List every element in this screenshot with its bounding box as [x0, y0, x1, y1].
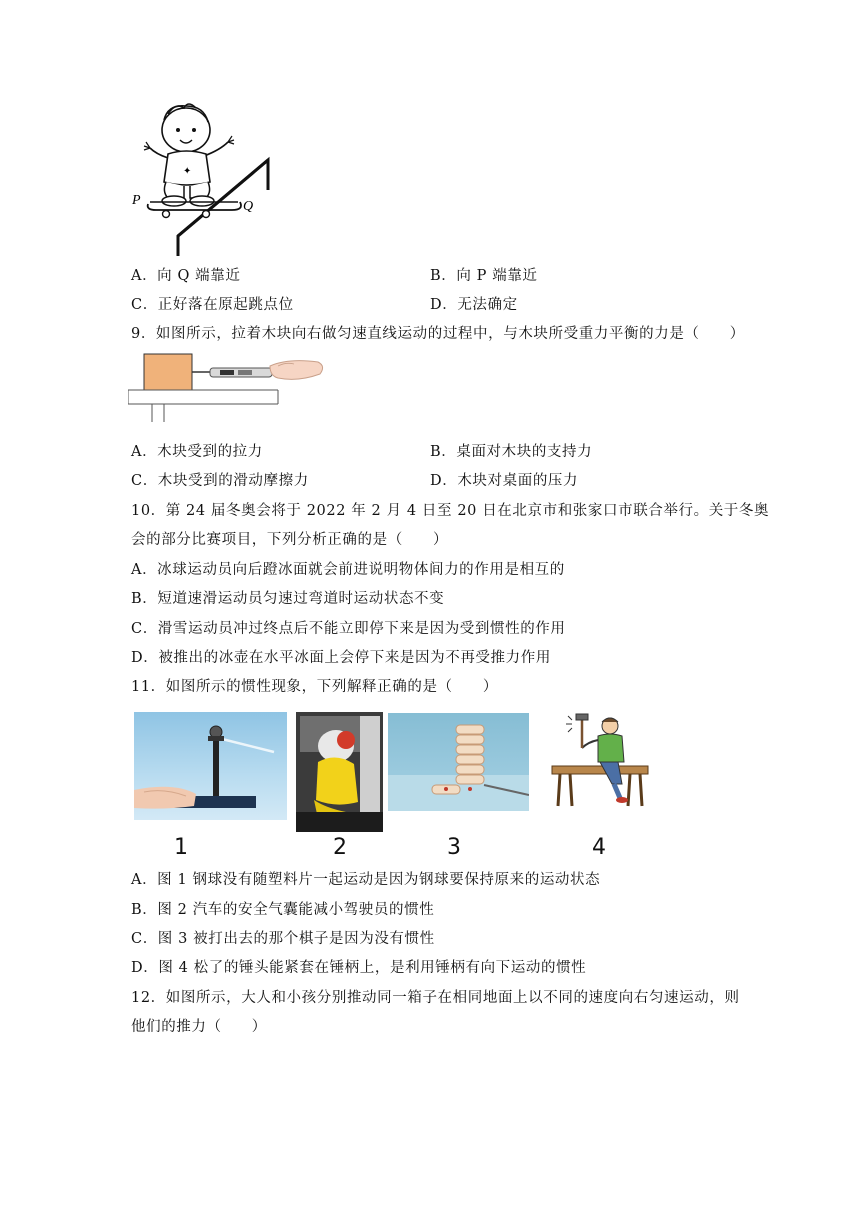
q11-option-d: D．图 4 松了的锤头能紧套在锤柄上，是利用锤柄有向下运动的惯性	[131, 960, 587, 976]
q11-option-a: A．图 1 钢球没有随塑料片一起运动是因为钢球要保持原来的运动状态	[131, 872, 601, 888]
q10-option-b: B．短道速滑运动员匀速过弯道时运动状态不变	[131, 591, 445, 607]
q9-option-d: D．木块对桌面的压力	[430, 473, 579, 489]
figure-number-4: 4	[592, 835, 606, 860]
q11-stem: 11．如图所示的惯性现象，下列解释正确的是（ ）	[131, 679, 498, 695]
q11-option-b: B．图 2 汽车的安全气囊能减小驾驶员的惯性	[131, 902, 435, 918]
label-p: P	[132, 193, 141, 208]
q9-option-b: B．桌面对木块的支持力	[430, 444, 593, 460]
q9-stem: 9．如图所示，拉着木块向右做匀速直线运动的过程中，与木块所受重力平衡的力是（ ）	[131, 326, 745, 342]
q9-option-c: C．木块受到的滑动摩擦力	[131, 473, 309, 489]
q12-stem-line2: 他们的推力（ ）	[131, 1019, 267, 1035]
q10-option-a: A．冰球运动员向后蹬冰面就会前进说明物体间力的作用是相互的	[131, 562, 565, 578]
q10-option-c: C．滑雪运动员冲过终点后不能立即停下来是因为受到惯性的作用	[131, 621, 566, 637]
q8-option-a: A．向 Q 端靠近	[131, 268, 241, 284]
svg-text:✦: ✦	[183, 166, 192, 177]
figure-number-1: 1	[174, 835, 188, 860]
figure-number-3: 3	[447, 835, 461, 860]
label-q: Q	[243, 199, 254, 214]
q8-option-d: D．无法确定	[430, 297, 518, 313]
q10-option-d: D．被推出的冰壶在水平冰面上会停下来是因为不再受推力作用	[131, 650, 551, 666]
block-pull-figure	[128, 352, 328, 424]
q8-option-c: C．正好落在原起跳点位	[131, 297, 294, 313]
q11-option-c: C．图 3 被打出去的那个棋子是因为没有惯性	[131, 931, 435, 947]
airbag-car-photo	[296, 712, 383, 832]
q10-stem-line2: 会的部分比赛项目，下列分析正确的是（ ）	[131, 532, 449, 548]
q10-stem-line1: 10．第 24 届冬奥会将于 2022 年 2 月 4 日至 20 日在北京市和张家口市联合举行。关于冬奥	[131, 503, 770, 519]
inertia-ball-photo	[134, 712, 287, 820]
q8-option-b: B．向 P 端靠近	[430, 268, 538, 284]
chess-stack-photo	[388, 713, 529, 811]
skateboard-jump-figure	[128, 98, 278, 260]
hammer-bench-figure	[548, 712, 654, 812]
figure-number-2: 2	[333, 835, 347, 860]
q12-stem-line1: 12．如图所示，大人和小孩分别推动同一箱子在相同地面上以不同的速度向右匀速运动，则	[131, 990, 740, 1006]
q9-option-a: A．木块受到的拉力	[131, 444, 263, 460]
